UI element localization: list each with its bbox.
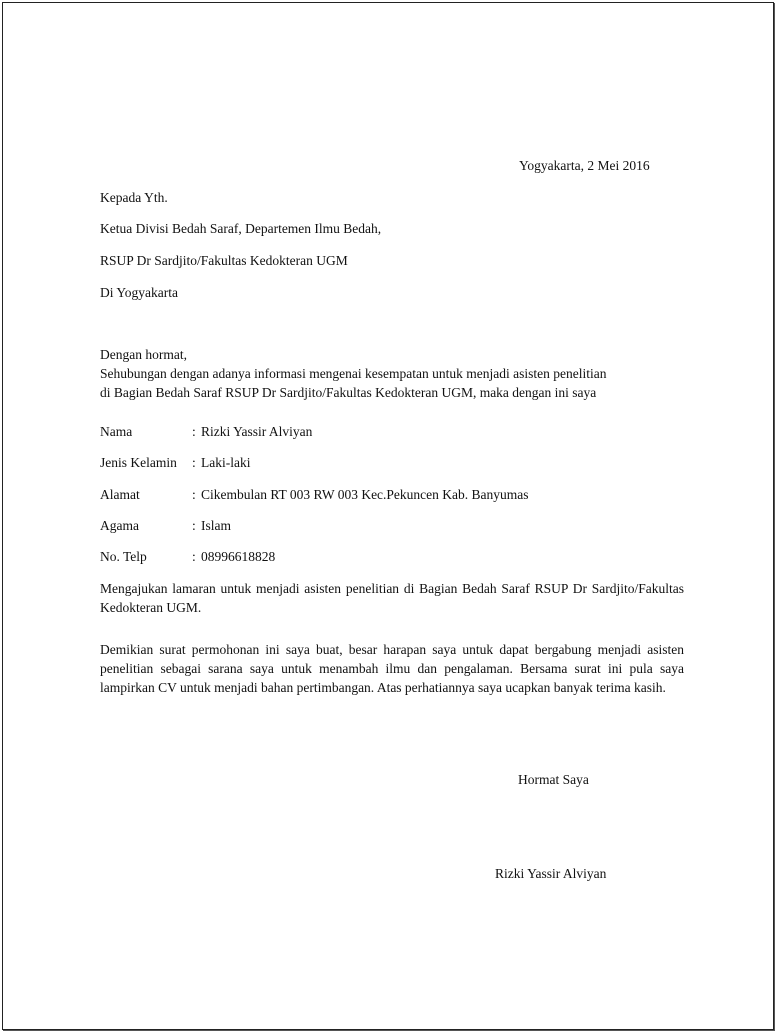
field-value-no-telp: 08996618828	[201, 549, 276, 564]
recipient-salutation: Kepada Yth.	[100, 190, 168, 205]
field-colon: :	[192, 487, 196, 502]
field-value-agama: Islam	[201, 518, 231, 533]
field-value-jenis-kelamin: Laki-laki	[201, 455, 251, 470]
field-label-no-telp: No. Telp	[100, 549, 147, 564]
sign-off: Hormat Saya	[518, 772, 589, 787]
field-value-nama: Rizki Yassir Alviyan	[201, 424, 313, 439]
field-colon: :	[192, 455, 196, 470]
recipient-line-2: RSUP Dr Sardjito/Fakultas Kedokteran UGM	[100, 253, 348, 268]
opening-line-2: di Bagian Bedah Saraf RSUP Dr Sardjito/Fakultas Kedokteran UGM, maka dengan ini saya	[100, 385, 597, 400]
opening-line-1: Sehubungan dengan adanya informasi mengenai kesempatan untuk menjadi asisten penelitian	[100, 366, 607, 381]
greeting: Dengan hormat,	[100, 347, 187, 362]
field-value-alamat: Cikembulan RT 003 RW 003 Kec.Pekuncen Kab. Banyumas	[201, 487, 529, 502]
place-date: Yogyakarta, 2 Mei 2016	[519, 158, 650, 173]
signer-name: Rizki Yassir Alviyan	[495, 866, 607, 881]
field-label-agama: Agama	[100, 518, 139, 533]
field-label-nama: Nama	[100, 424, 133, 439]
field-colon: :	[192, 424, 196, 439]
application-paragraph: Mengajukan lamaran untuk menjadi asisten penelitian di Bagian Bedah Saraf RSUP Dr Sardjito/Fakultas Kedokteran UGM.	[100, 581, 684, 615]
field-label-alamat: Alamat	[100, 487, 140, 502]
field-label-jenis-kelamin: Jenis Kelamin	[100, 455, 177, 470]
recipient-line-3: Di Yogyakarta	[100, 285, 178, 300]
field-colon: :	[192, 518, 196, 533]
field-colon: :	[192, 549, 196, 564]
letter-page	[2, 2, 774, 1030]
recipient-line-1: Ketua Divisi Bedah Saraf, Departemen Ilmu Bedah,	[100, 221, 382, 236]
closing-paragraph: Demikian surat permohonan ini saya buat, besar harapan saya untuk dapat bergabung menjadi asisten penelitian sebagai sarana saya untuk menambah ilmu dan pengalaman. Bersama surat ini pula saya lampirkan CV untuk menjadi bahan pertimbangan. Atas perhatiannya saya ucapkan banyak terima kasih.	[100, 642, 684, 695]
